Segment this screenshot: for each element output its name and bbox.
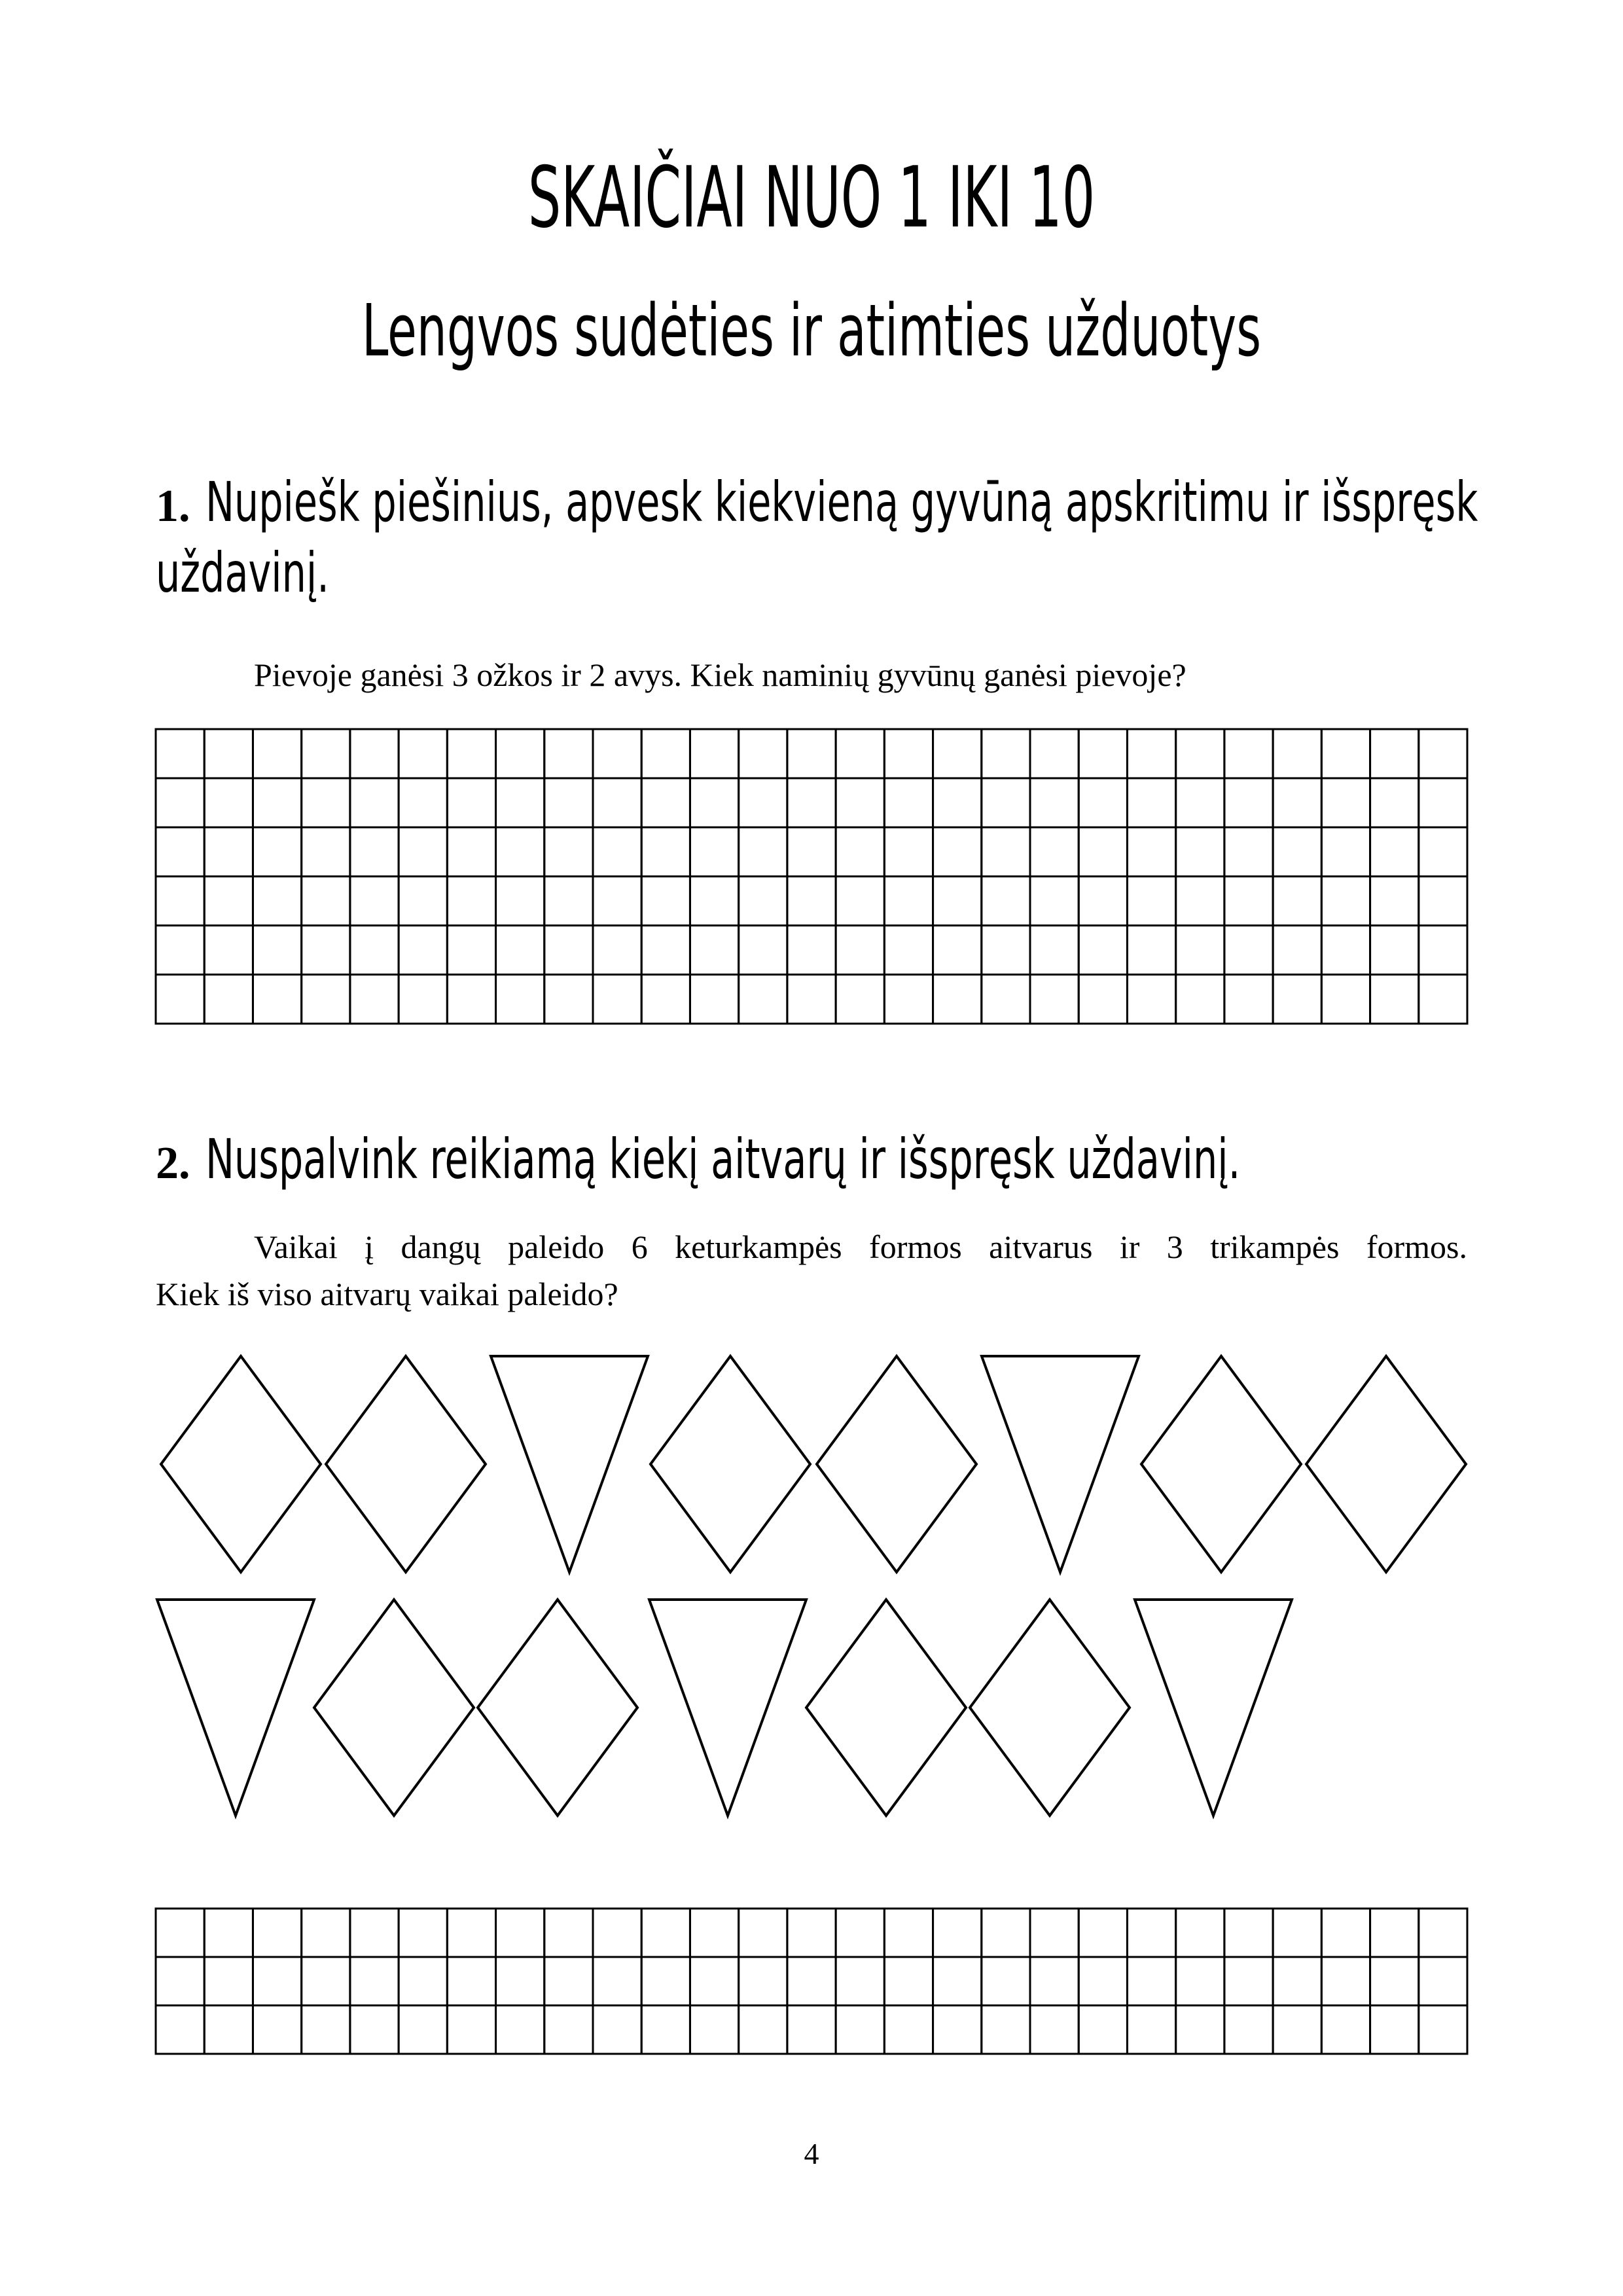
task2-grid-cell[interactable] [253,1957,301,2005]
task2-grid-cell[interactable] [933,1909,982,1957]
task2-grid-cell[interactable] [982,1957,1030,2005]
task2-grid-cell[interactable] [1079,1957,1127,2005]
task2-grid-cell[interactable] [1176,1957,1224,2005]
task2-grid-cell[interactable] [593,1957,641,2005]
task2-grid-cell[interactable] [739,1957,787,2005]
task2-grid-cell[interactable] [350,1909,399,1957]
task2-grid-cell[interactable] [447,2005,495,2054]
task2-grid-cell[interactable] [1224,1957,1273,2005]
task2-grid-cell[interactable] [156,1957,204,2005]
task2-grid-cell[interactable] [933,1957,982,2005]
task2-grid-cell[interactable] [690,1957,738,2005]
task2-story-line1: Vaikai į dangų paleido 6 keturkampės formos aitvarus ir 3 trikampės formos. [254,1229,1467,1265]
page-number: 4 [804,2137,819,2170]
task2-grid-cell[interactable] [496,1909,544,1957]
task2-grid-cell[interactable] [1419,1909,1467,1957]
task1-story: Pievoje ganėsi 3 ožkos ir 2 avys. Kiek naminių gyvūnų ganėsi pievoje? [254,656,1186,693]
task2-grid-cell[interactable] [1273,1957,1321,2005]
task2-grid-cell[interactable] [641,1909,690,1957]
task2-grid-cell[interactable] [1370,1909,1419,1957]
task2-grid-cell[interactable] [302,1909,350,1957]
task2-grid-cell[interactable] [1321,1909,1370,1957]
task2-grid-cell[interactable] [593,2005,641,2054]
task2-grid-cell[interactable] [253,1909,301,1957]
task2-grid-cell[interactable] [690,1909,738,1957]
task2-grid-cell[interactable] [204,1909,253,1957]
task2-grid-cell[interactable] [1419,1957,1467,2005]
task2-grid-cell[interactable] [1273,2005,1321,2054]
task1-instruction-line1: Nupiešk piešinius, apvesk kiekvieną gyvūną apskritimu ir išspręsk [205,470,1478,534]
task2-grid-cell[interactable] [544,2005,593,2054]
task2-grid-cell[interactable] [884,1957,933,2005]
task2-grid-cell[interactable] [1079,2005,1127,2054]
task2-grid-cell[interactable] [739,2005,787,2054]
task2-grid-cell[interactable] [447,1909,495,1957]
task2-grid-cell[interactable] [982,1909,1030,1957]
task2-grid-cell[interactable] [1176,1909,1224,1957]
task2-grid-cell[interactable] [350,2005,399,2054]
task2-grid-cell[interactable] [1127,2005,1175,2054]
task2-grid-cell[interactable] [1321,2005,1370,2054]
task2-grid-cell[interactable] [1030,1909,1079,1957]
task2-grid-cell[interactable] [884,2005,933,2054]
task2-grid-cell[interactable] [1079,1909,1127,1957]
task2-grid-cell[interactable] [496,1957,544,2005]
task2-grid-cell[interactable] [447,1957,495,2005]
task2-grid-cell[interactable] [787,2005,836,2054]
task2-grid-cell[interactable] [787,1957,836,2005]
task2-grid-cell[interactable] [302,1957,350,2005]
task2-grid-cell[interactable] [544,1957,593,2005]
task2-grid-cell[interactable] [1321,1957,1370,2005]
task2-grid-cell[interactable] [1176,2005,1224,2054]
task2-grid-cell[interactable] [399,2005,447,2054]
task2-grid-cell[interactable] [1030,2005,1079,2054]
task2-grid-cell[interactable] [302,2005,350,2054]
task2-grid-cell[interactable] [1419,2005,1467,2054]
task2-grid-cell[interactable] [884,1909,933,1957]
task2-grid-cell[interactable] [399,1957,447,2005]
task2-number: 2. [156,1138,190,1189]
task2-grid-cell[interactable] [739,1909,787,1957]
page-title: SKAIČIAI NUO 1 IKI 10 [527,149,1096,247]
task1-instruction-line2: uždavinį. [156,541,329,605]
task2-grid-cell[interactable] [1224,2005,1273,2054]
task2-grid-cell[interactable] [690,2005,738,2054]
task2-grid-cell[interactable] [350,1957,399,2005]
task2-grid-cell[interactable] [787,1909,836,1957]
task2-grid-cell[interactable] [641,2005,690,2054]
task2-grid-cell[interactable] [156,1909,204,1957]
task2-instruction: Nuspalvink reikiamą kiekį aitvarų ir išspręsk uždavinį. [205,1127,1241,1191]
task2-grid-cell[interactable] [204,1957,253,2005]
task2-grid-cell[interactable] [496,2005,544,2054]
task2-grid-cell[interactable] [836,2005,884,2054]
task2-grid-cell[interactable] [1127,1909,1175,1957]
task2-grid-cell[interactable] [1273,1909,1321,1957]
page-subtitle: Lengvos sudėties ir atimties užduotys [361,289,1262,372]
task2-story-line2: Kiek iš viso aitvarų vaikai paleido? [156,1276,618,1312]
task2-grid-cell[interactable] [253,2005,301,2054]
task1-number: 1. [156,481,190,531]
task2-grid-cell[interactable] [1224,1909,1273,1957]
task2-grid-cell[interactable] [982,2005,1030,2054]
task2-grid-cell[interactable] [204,2005,253,2054]
task2-grid-cell[interactable] [156,2005,204,2054]
task2-grid-cell[interactable] [544,1909,593,1957]
task2-grid-cell[interactable] [836,1957,884,2005]
task2-grid-cell[interactable] [836,1909,884,1957]
task2-grid-cell[interactable] [1370,1957,1419,2005]
task2-grid-cell[interactable] [641,1957,690,2005]
task2-grid-cell[interactable] [399,1909,447,1957]
task2-grid-cell[interactable] [1370,2005,1419,2054]
task2-grid-cell[interactable] [1127,1957,1175,2005]
task2-grid-cell[interactable] [933,2005,982,2054]
task2-grid-cell[interactable] [593,1909,641,1957]
task2-grid-cell[interactable] [1030,1957,1079,2005]
